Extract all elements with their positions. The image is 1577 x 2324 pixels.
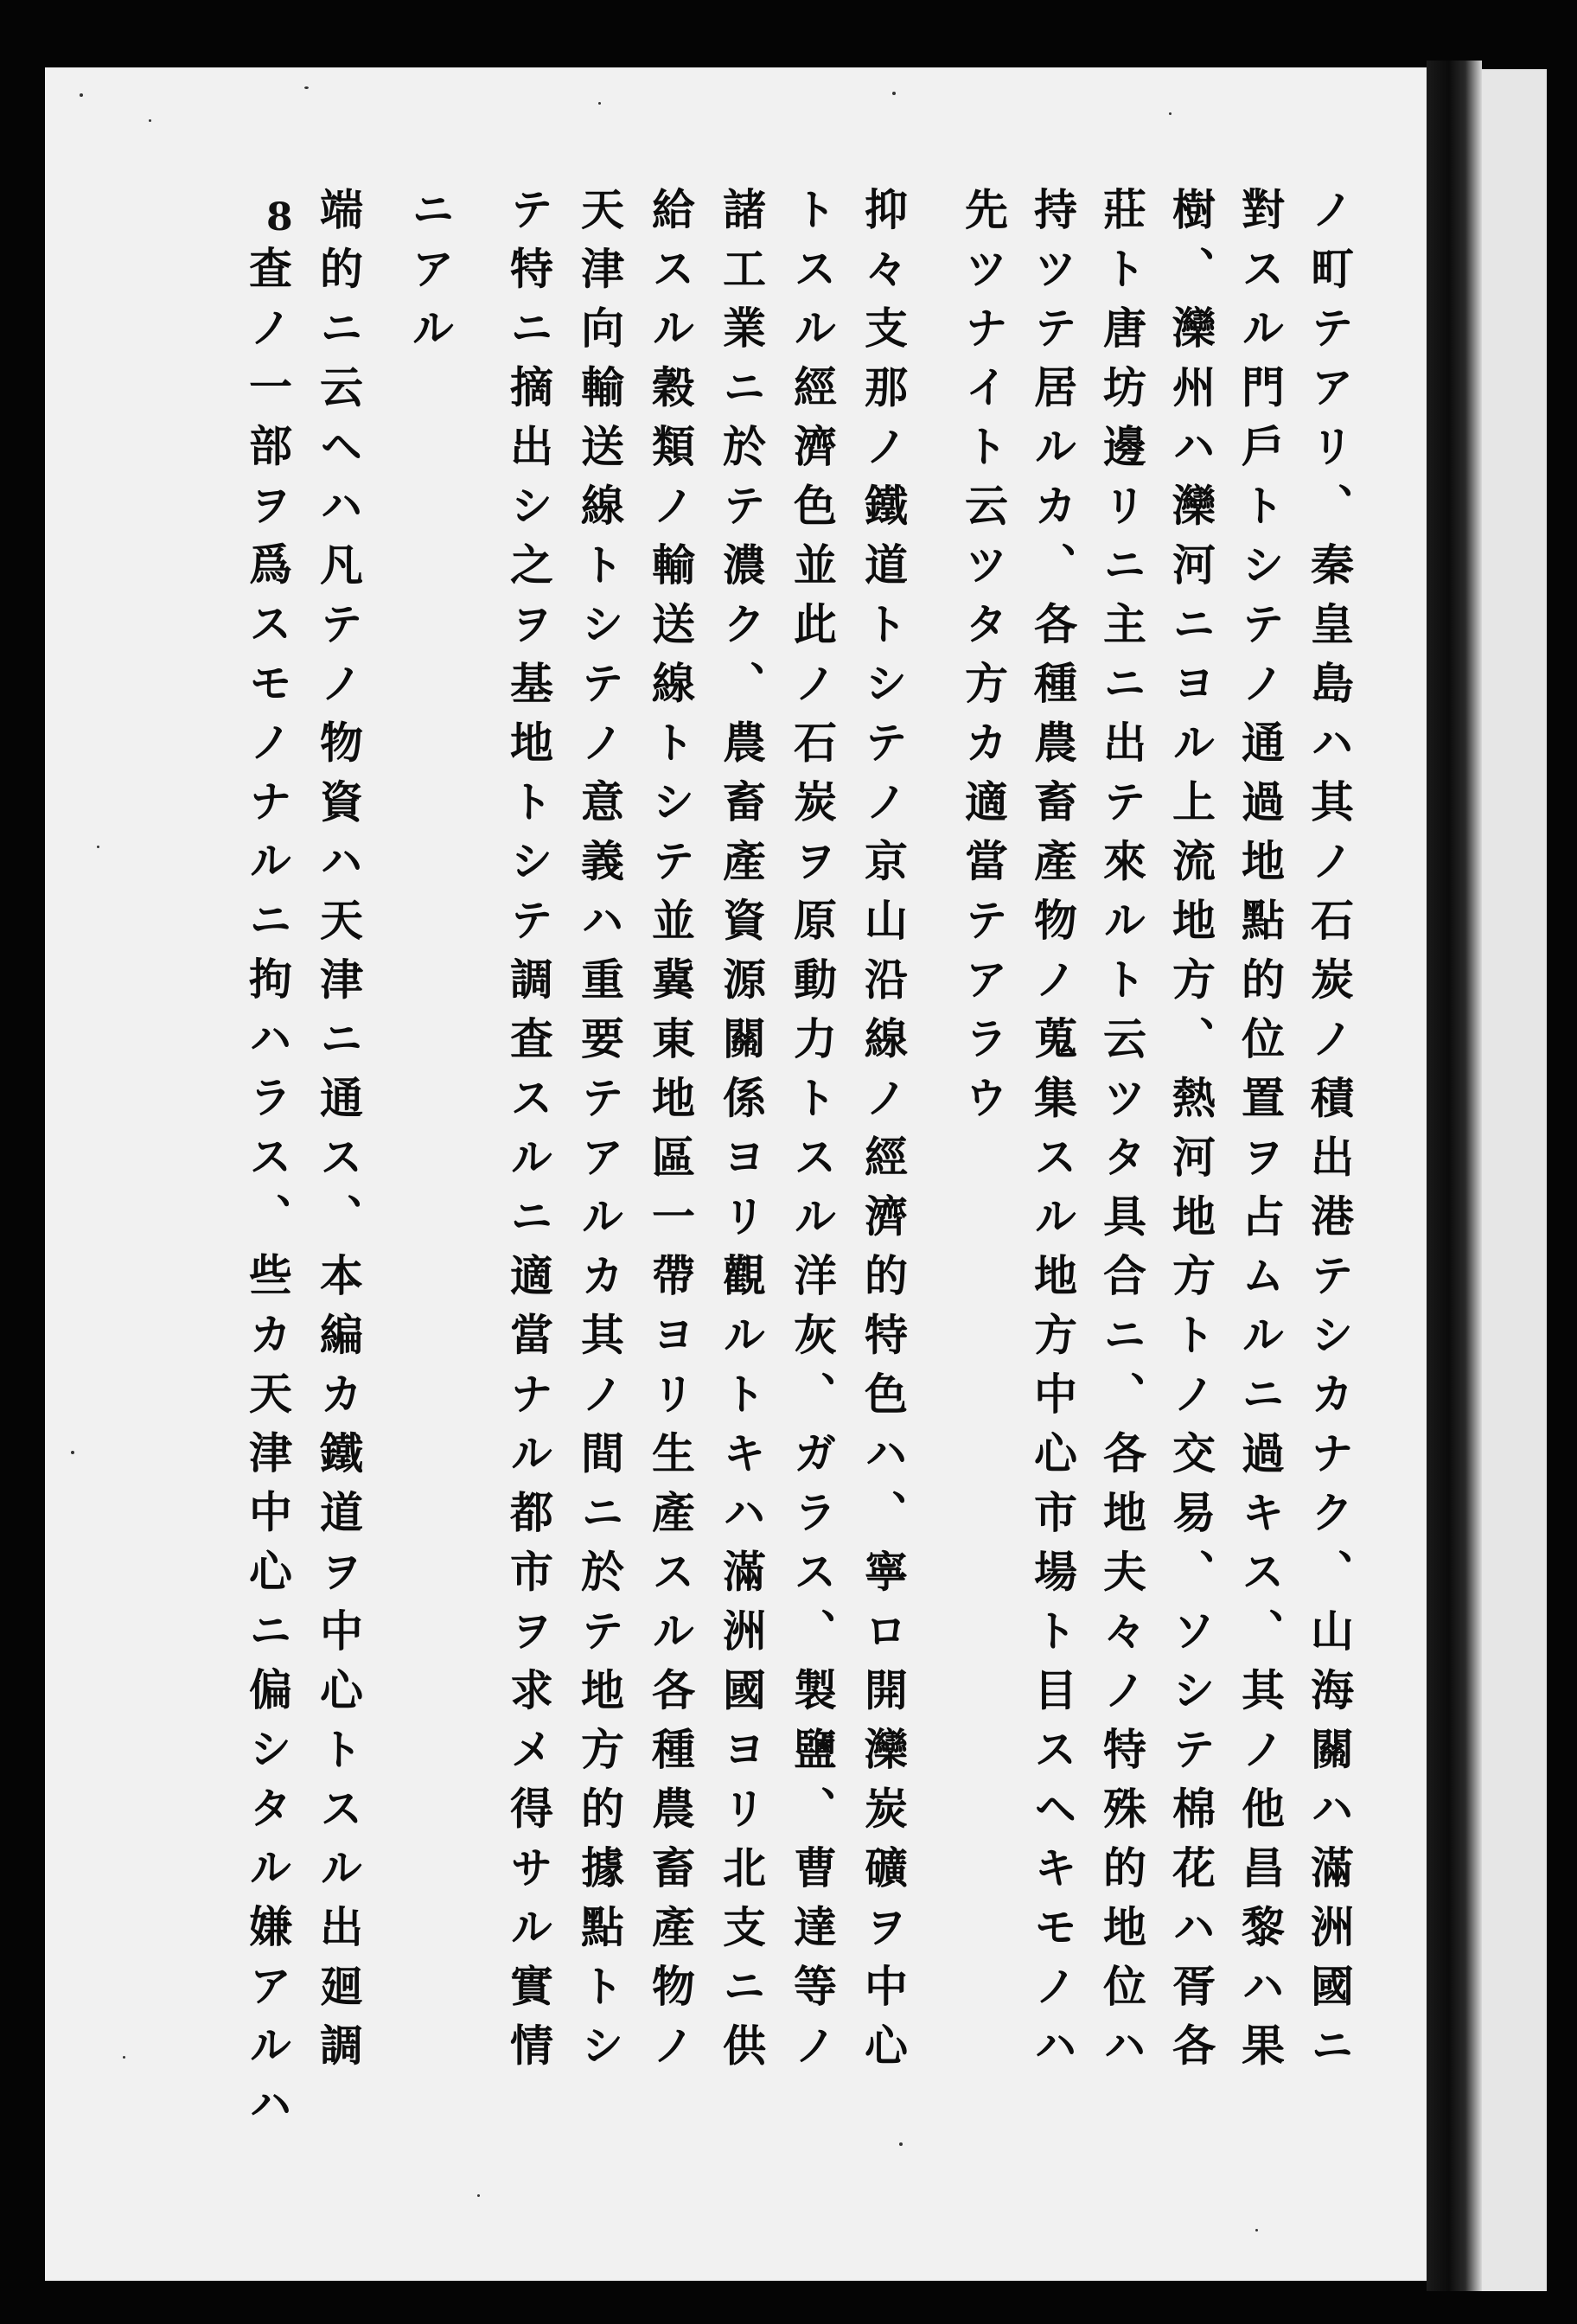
adjacent-page-edge	[1482, 69, 1547, 2291]
text-column-10: 給スル穀類ノ輸送線トシテ並冀東地區一帶ヨリ生產スル各種農畜產物ノ	[645, 187, 696, 2082]
text-column-7: 抑々支那ノ鐵道トシテノ京山沿線ノ經濟的特色ハ、寧ロ開灤炭礦ヲ中心	[858, 187, 909, 2082]
text-column-6: 先ツナイト云ツタ方カ適當テアラウ	[958, 187, 1009, 1134]
page-number: 8	[266, 195, 293, 239]
text-column-15: 査ノ一部ヲ爲スモノナルニ拘ハラス、些カ天津中心ニ偏シタル嫌アルハ	[242, 246, 293, 2141]
text-column-1: ノ町テアリ、秦皇島ハ其ノ石炭ノ積出港テシカナク、山海關ハ滿洲國ニ	[1304, 187, 1355, 2082]
text-column-3: 樹、灤州ハ灤河ニヨル上流地方、熱河地方トノ交易、ソシテ棉花ハ胥各	[1165, 187, 1216, 2082]
text-column-11: 天津向輸送線トシテノ意義ハ重要テアルカ其ノ間ニ於テ地方的據點トシ	[574, 187, 625, 2082]
text-column-9: 諸工業ニ於テ濃ク、農畜產資源關係ヨリ觀ルトキハ滿洲國ヨリ北支ニ供	[716, 187, 767, 2082]
vertical-text-block	[45, 67, 1480, 2281]
text-column-8: トスル經濟色並此ノ石炭ヲ原動力トスル洋灰、ガラス、製鹽、曹達等ノ	[787, 187, 838, 2082]
text-column-13: ニアル	[405, 187, 456, 365]
text-column-12: テ特ニ摘出シ之ヲ基地トシテ調査スルニ適當ナル都市ヲ求メ得サル實情	[503, 187, 554, 2082]
text-column-5: 持ツテ居ルカ、各種農畜產物ノ蒐集スル地方中心市場ト目スヘキモノハ	[1027, 187, 1078, 2082]
text-column-14: 端的ニ云ヘハ凡テノ物資ハ天津ニ通ス、本編カ鐵道ヲ中心トスル出廻調	[313, 187, 364, 2082]
text-column-2: 對スル門戶トシテノ通過地點的位置ヲ占ムルニ過キス、其ノ他昌黎ハ果	[1235, 187, 1286, 2082]
text-column-4: 莊ト唐坊邊リニ主ニ出テ來ルト云ツタ具合ニ、各地夫々ノ特殊的地位ハ	[1096, 187, 1147, 2082]
